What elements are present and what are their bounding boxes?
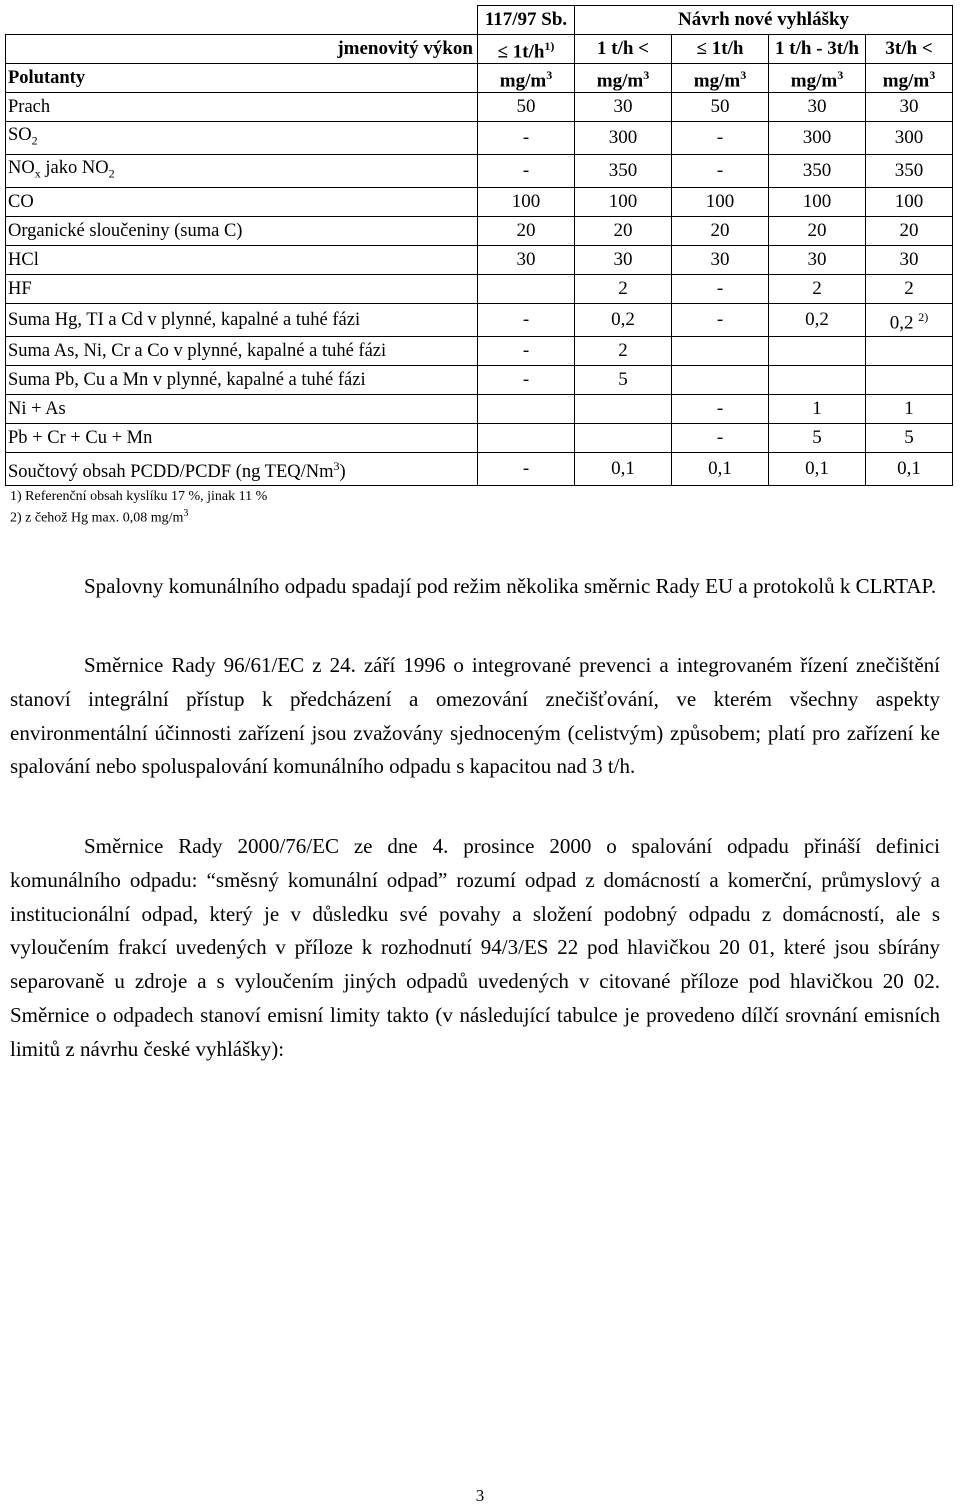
pollutant-name: HF (6, 275, 478, 304)
limit-cell: 0,2 $^{2)}$ (866, 304, 953, 337)
limit-cell (866, 337, 953, 366)
limit-cell: - (478, 366, 575, 395)
limit-cell: 0,1 (769, 453, 866, 486)
limit-cell: 20 (769, 217, 866, 246)
limit-cell: 0,1 (672, 453, 769, 486)
pollutant-name: Součtový obsah PCDD/PCDF (ng TEQ/Nm$^3$) (6, 453, 478, 486)
table-row (6, 424, 953, 453)
table-header-row-1 (6, 6, 953, 35)
table-row (6, 217, 953, 246)
limit-cell: 350 (769, 155, 866, 188)
limit-cell: - (672, 424, 769, 453)
pollutant-name: Prach (6, 93, 478, 122)
pollutant-name: Ni + As (6, 395, 478, 424)
limit-cell (672, 337, 769, 366)
limit-cell: - (672, 304, 769, 337)
pollutant-name: Suma Hg, TI a Cd v plynné, kapalné a tuhé fázi (6, 304, 478, 337)
pollutant-name: Suma As, Ni, Cr a Co v plynné, kapalné a tuhé fázi (6, 337, 478, 366)
limit-cell (769, 337, 866, 366)
limit-cell: 30 (672, 246, 769, 275)
header-col-3: ≤ 1t/h (672, 35, 769, 64)
limit-cell: - (672, 122, 769, 155)
limit-cell (575, 424, 672, 453)
limit-cell: 2 (769, 275, 866, 304)
limit-cell (575, 395, 672, 424)
footnote-2: 2) z čehož Hg max. 0,08 $mg/m^3$ (10, 508, 189, 526)
limit-cell: - (672, 395, 769, 424)
table-row (6, 246, 953, 275)
header-col-5: 3t/h < (866, 35, 953, 64)
header-col-4: 1 t/h - 3t/h (769, 35, 866, 64)
table-row (6, 366, 953, 395)
limit-cell: 50 (672, 93, 769, 122)
paragraph-1: Spalovny komunálního odpadu spadají pod režim několika směrnic Rady EU a protokolů k CLRTAP. (84, 574, 937, 598)
unit-cell: $mg/m^3$ (478, 64, 575, 93)
table-row (6, 122, 953, 155)
table-row (6, 395, 953, 424)
table-row (6, 337, 953, 366)
table-row (6, 275, 953, 304)
header-new-decree: Návrh nové vyhlášky (575, 6, 953, 35)
limit-cell: 30 (866, 93, 953, 122)
limit-cell: 30 (478, 246, 575, 275)
paragraph-2: Směrnice Rady 96/61/EC z 24. září 1996 o integrované prevenci a integrovaném řízení znečištění stanoví integrální přístup k předcházení a omezování znečišťování, ve kterém všechny aspekty environmentální účinnosti zařízení jsou zvažovány sjednoceným (celistvým) způsobem; platí pro zařízení ke spalování nebo spoluspalování komunálního odpadu s kapacitou nad 3 t/h. (10, 653, 940, 779)
limit-cell: - (672, 155, 769, 188)
unit-cell: $mg/m^3$ (866, 64, 953, 93)
limit-cell (866, 366, 953, 395)
pollutant-name: Suma Pb, Cu a Mn v plynné, kapalné a tuhé fázi (6, 366, 478, 395)
limit-cell: 350 (866, 155, 953, 188)
limit-cell: 30 (866, 246, 953, 275)
limit-cell: 30 (769, 93, 866, 122)
limit-cell: 100 (478, 188, 575, 217)
table-row (6, 453, 953, 486)
table-row (6, 304, 953, 337)
header-col-2: 1 t/h < (575, 35, 672, 64)
table-row (6, 188, 953, 217)
limit-cell: 2 (575, 337, 672, 366)
limit-cell: 5 (769, 424, 866, 453)
limit-cell (769, 366, 866, 395)
pollutant-name: $SO_2$ (6, 122, 478, 155)
limit-cell: 1 (769, 395, 866, 424)
limit-cell: 1 (866, 395, 953, 424)
unit-cell: $mg/m^3$ (672, 64, 769, 93)
limit-cell: 20 (575, 217, 672, 246)
pollutant-name: Organické sloučeniny (suma C) (6, 217, 478, 246)
table-footnotes (10, 488, 267, 527)
page-number: 3 (475, 1486, 485, 1505)
limit-cell: 20 (478, 217, 575, 246)
header-col-1: ≤ $1t/h^{1)}$ (478, 35, 575, 64)
limit-cell: 0,1 (866, 453, 953, 486)
limit-cell: 30 (575, 246, 672, 275)
emission-limits-table (5, 5, 953, 486)
table-header-row-2 (6, 35, 953, 64)
limit-cell: 300 (575, 122, 672, 155)
header-pollutants: Polutanty (6, 64, 478, 93)
limit-cell: 50 (478, 93, 575, 122)
limit-cell: 2 (575, 275, 672, 304)
table-row (6, 93, 953, 122)
table-row (6, 155, 953, 188)
limit-cell: 0,2 (575, 304, 672, 337)
limit-cell: 300 (866, 122, 953, 155)
limit-cell: 100 (866, 188, 953, 217)
limit-cell: 5 (575, 366, 672, 395)
limit-cell: 300 (769, 122, 866, 155)
pollutant-name: Pb + Cr + Cu + Mn (6, 424, 478, 453)
limit-cell: - (478, 155, 575, 188)
limit-cell: 20 (672, 217, 769, 246)
pollutant-name: CO (6, 188, 478, 217)
limit-cell (478, 395, 575, 424)
header-117-97: 117/97 Sb. (478, 6, 575, 35)
limit-cell: 100 (672, 188, 769, 217)
limit-cell: 0,2 (769, 304, 866, 337)
limit-cell (478, 424, 575, 453)
limit-cell: - (478, 122, 575, 155)
limit-cell: 350 (575, 155, 672, 188)
limit-cell (478, 275, 575, 304)
table-header-row-3 (6, 64, 953, 93)
limit-cell: 30 (769, 246, 866, 275)
limit-cell: - (478, 337, 575, 366)
limit-cell: - (672, 275, 769, 304)
paragraph-3: Směrnice Rady 2000/76/EC ze dne 4. prosince 2000 o spalování odpadu přináší definici komunálního odpadu: “směsný komunální odpad” rozumí odpad z domácností a komerční, průmyslový a institucionální odpad, který je v důsledku své povahy a složení podobný odpadu z domácností, ale s vyloučením frakcí uvedených v příloze k rozhodnutí 94/3/ES 22 pod hlavičkou 20 01, které jsou sbírány separovaně u zdroje a s vyloučením jiných odpadů uvedených v citované příloze pod hlavičkou 20 02. Směrnice o odpadech stanoví emisní limity takto (v následující tabulce je provedeno dílčí srovnání emisních limitů z návrhu české vyhlášky): (10, 834, 940, 1061)
footnote-1: 1) Referenční obsah kyslíku 17 %, jinak 11 % (10, 489, 268, 504)
pollutant-name: $NO_x$ jako $NO_2$ (6, 155, 478, 188)
limit-cell (672, 366, 769, 395)
limit-cell: - (478, 453, 575, 486)
limit-cell: 100 (769, 188, 866, 217)
pollutant-name: HCl (6, 246, 478, 275)
limit-cell: - (478, 304, 575, 337)
unit-cell: $mg/m^3$ (575, 64, 672, 93)
header-nominal-output: jmenovitý výkon (6, 35, 478, 64)
limit-cell: 20 (866, 217, 953, 246)
limit-cell: 5 (866, 424, 953, 453)
limit-cell: 2 (866, 275, 953, 304)
limit-cell: 30 (575, 93, 672, 122)
limit-cell: 0,1 (575, 453, 672, 486)
unit-cell: $mg/m^3$ (769, 64, 866, 93)
limit-cell: 100 (575, 188, 672, 217)
